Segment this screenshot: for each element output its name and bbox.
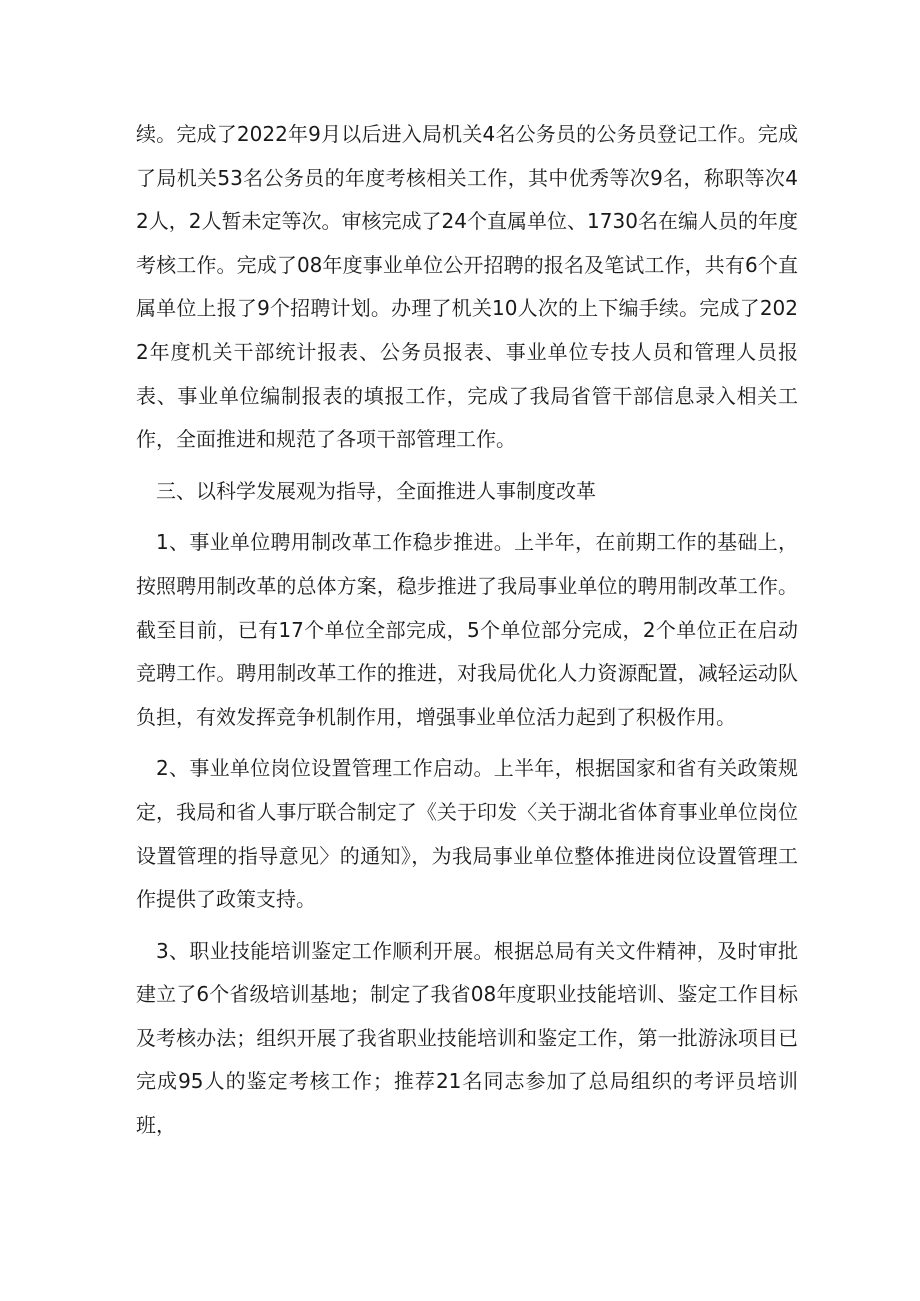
- paragraph-continuation: 续。完成了2022年9月以后进入局机关4名公务员的公务员登记工作。完成了局机关53名公务员的年度考核相关工作，其中优秀等次9名，称职等次42人，2人暂未定等次。审核完成了24个直属单位、1730名在编人员的年度考核工作。完成了08年度事业单位公开招聘的报名及笔试工作，共有6个直属单位上报了9个招聘计划。办理了机关10人次的上下编手续。完成了2022年度机关干部统计报表、公务员报表、事业单位专技人员和管理人员报表、事业单位编制报表的填报工作，完成了我局省管干部信息录入相关工作，全面推进和规范了各项干部管理工作。: [136, 122, 798, 452]
- paragraph-item-3: 3、职业技能培训鉴定工作顺利开展。根据总局有关文件精神，及时审批建立了6个省级培训基地；制定了我省08年度职业技能培训、鉴定工作目标及考核办法；组织开展了我省职业技能培训和鉴定工作，第一批游泳项目已完成95人的鉴定考核工作；推荐21名同志参加了总局组织的考评员培训班，: [136, 938, 798, 1138]
- section-heading: 三、以科学发展观为指导，全面推进人事制度改革: [156, 478, 596, 503]
- document-body: [136, 113, 798, 1148]
- paragraph-item-1: 1、事业单位聘用制改革工作稳步推进。上半年，在前期工作的基础上，按照聘用制改革的总体方案，稳步推进了我局事业单位的聘用制改革工作。截至目前，已有17个单位全部完成，5个单位部分完成，2个单位正在启动竞聘工作。聘用制改革工作的推进，对我局优化人力资源配置，减轻运动队负担，有效发挥竞争机制作用，增强事业单位活力起到了积极作用。: [136, 530, 798, 729]
- paragraph-item-2: 2、事业单位岗位设置管理工作启动。上半年，根据国家和省有关政策规定，我局和省人事厅联合制定了《关于印发〈关于湖北省体育事业单位岗位设置管理的指导意见〉的通知》，为我局事业单位整体推进岗位设置管理工作提供了政策支持。: [136, 756, 798, 912]
